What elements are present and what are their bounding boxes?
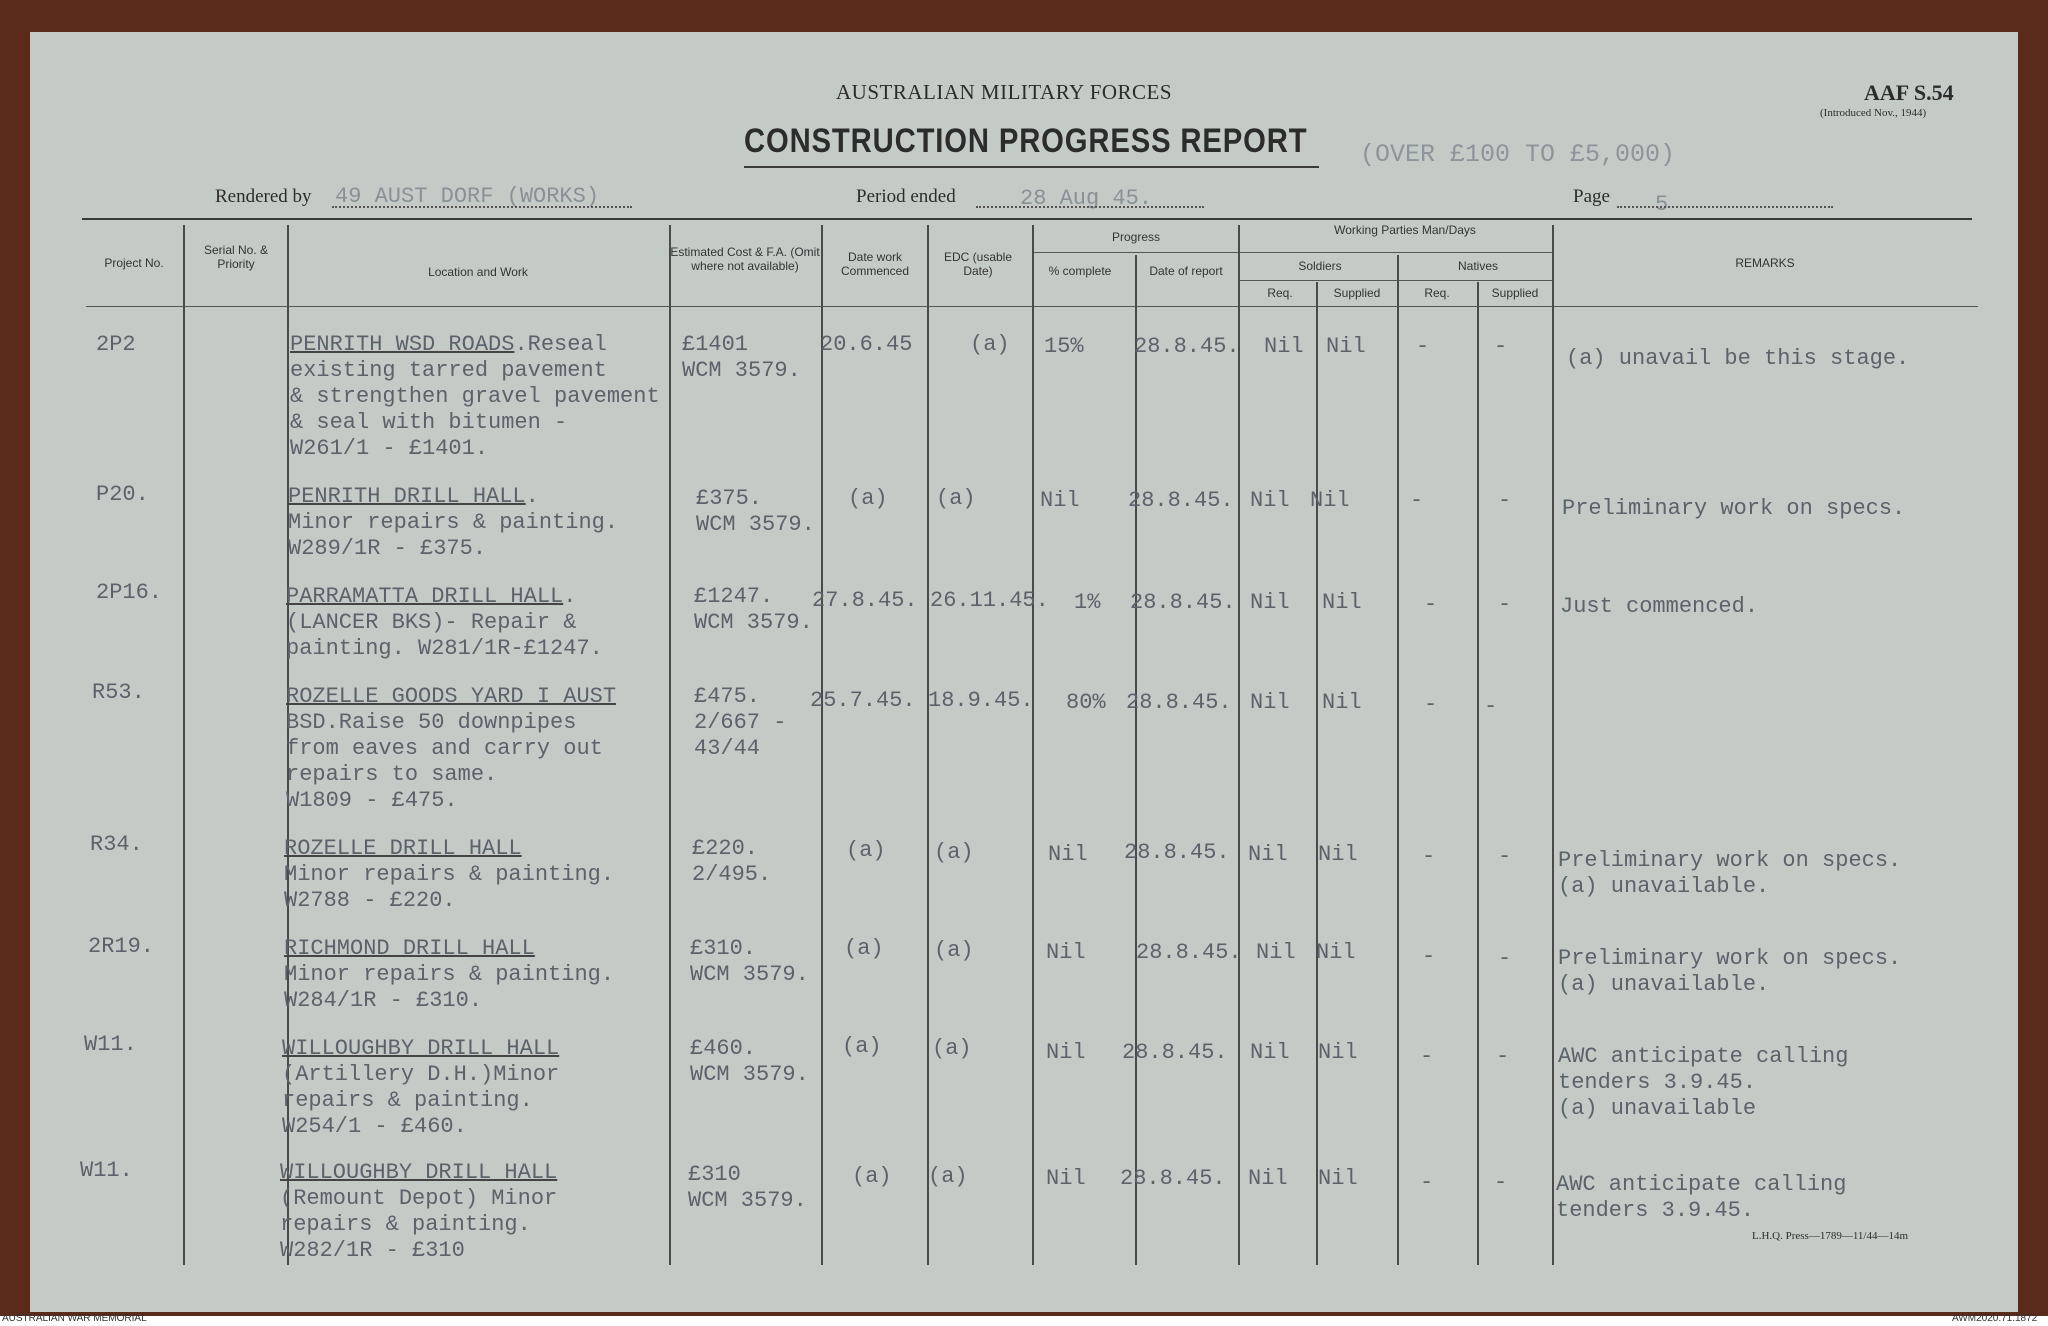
title-underline (744, 166, 1319, 168)
col-header-natives-req: Req. (1424, 286, 1450, 300)
edc-date: (a) (932, 1036, 972, 1061)
natives-required: - (1420, 1170, 1434, 1195)
project-number: W11. (84, 1032, 137, 1057)
location-title: ROZELLE DRILL HALL (284, 836, 522, 861)
project-number: P20. (96, 482, 149, 507)
col-divider-8 (1238, 225, 1240, 1265)
col-divider-11 (1477, 282, 1479, 1265)
date-commenced: (a) (848, 486, 888, 511)
report-date: 28.8.45. (1134, 334, 1240, 359)
rendered-by-value: 49 AUST DORF (WORKS) (335, 184, 600, 209)
print-code: L.H.Q. Press—1789—11/44—14m (1752, 1230, 1909, 1242)
location-work (284, 836, 614, 914)
edc-date: (a) (928, 1164, 968, 1189)
col-header-est-cost: Estimated Cost & F.A. (Omit where not available) (670, 245, 820, 273)
location-title: WILLOUGHBY DRILL HALL (282, 1036, 560, 1061)
location-title: ROZELLE GOODS YARD I AUST (286, 684, 617, 709)
soldiers-supplied: Nil (1316, 940, 1356, 965)
report-date: 28.8.45. (1130, 590, 1236, 615)
edc-date: (a) (934, 840, 974, 865)
col-header-report-date: Date of report (1149, 264, 1223, 278)
soldiers-supplied: Nil (1322, 690, 1362, 715)
period-label: Period ended (856, 186, 956, 207)
soldiers-supplied: Nil (1322, 590, 1362, 615)
edc-date: (a) (934, 938, 974, 963)
col-header-serial: Serial No. & Priority (203, 243, 269, 271)
remarks: Just commenced. (1560, 594, 1759, 619)
location-detail: (Remount Depot) Minor repairs & painting. W282/1R - £310 (280, 1186, 558, 1263)
project-number: R53. (92, 680, 145, 705)
page-value: 5 (1655, 192, 1669, 217)
natives-supplied: - (1498, 488, 1512, 513)
table-top-rule (82, 218, 1972, 220)
estimated-cost: £460. WCM 3579. (690, 1036, 809, 1087)
project-number: R34. (90, 832, 143, 857)
location-title: PENRITH DRILL HALL (288, 484, 526, 509)
natives-required: - (1422, 844, 1436, 869)
date-commenced: (a) (846, 838, 886, 863)
natives-supplied: - (1496, 1044, 1510, 1069)
soldiers-supplied: Nil (1310, 488, 1350, 513)
percent-complete: Nil (1048, 842, 1088, 867)
soldiers-required: Nil (1256, 940, 1296, 965)
remarks: Preliminary work on specs. (a) unavailable. (1558, 848, 1902, 899)
remarks: Preliminary work on specs. (a) unavailable. (1558, 946, 1902, 997)
soldiers-required: Nil (1248, 1166, 1288, 1191)
date-commenced: (a) (844, 936, 884, 961)
remarks: Preliminary work on specs. (1562, 496, 1906, 521)
percent-complete: Nil (1046, 1040, 1086, 1065)
location-detail: . (LANCER BKS)- Repair & painting. W281/1R-£1247. (286, 584, 603, 661)
soldiers-supplied: Nil (1326, 334, 1366, 359)
natives-supplied: - (1498, 946, 1512, 971)
edc-date: 26.11.45. (930, 588, 1049, 613)
soldiers-required: Nil (1250, 488, 1290, 513)
location-work (282, 1036, 559, 1140)
project-number: 2P16. (96, 580, 163, 605)
soldiers-supplied: Nil (1318, 1166, 1358, 1191)
col-divider-3 (669, 225, 671, 1265)
percent-complete: Nil (1040, 488, 1080, 513)
percent-complete: Nil (1046, 1166, 1086, 1191)
date-commenced: 27.8.45. (812, 588, 918, 613)
location-detail: (Artillery D.H.)Minor repairs & painting. W254/1 - £460. (282, 1062, 560, 1139)
remarks: (a) unavail be this stage. (1566, 346, 1910, 371)
col-header-edc: EDC (usable Date) (943, 250, 1013, 278)
soldiers-required: Nil (1250, 590, 1290, 615)
edc-date: (a) (970, 332, 1010, 357)
percent-complete: Nil (1046, 940, 1086, 965)
location-title: PENRITH WSD ROADS (290, 332, 515, 357)
col-header-remarks: REMARKS (1735, 256, 1795, 270)
remarks: AWC anticipate calling tenders 3.9.45. (1556, 1172, 1847, 1223)
location-work (286, 684, 616, 814)
date-commenced: (a) (842, 1034, 882, 1059)
soldiers-supplied: Nil (1318, 842, 1358, 867)
report-date: 28.8.45. (1120, 1166, 1226, 1191)
location-title: RICHMOND DRILL HALL (284, 936, 535, 961)
col-header-commenced: Date work Commenced (840, 250, 910, 278)
location-detail: . Minor repairs & painting. W289/1R - £375. (288, 484, 619, 561)
col-header-soldiers-supplied: Supplied (1333, 286, 1381, 300)
col-header-pct: % complete (1048, 264, 1112, 278)
location-work (288, 484, 618, 562)
col-divider-10 (1397, 255, 1399, 1265)
location-work (290, 332, 660, 462)
estimated-cost: £220. 2/495. (692, 836, 772, 887)
natives-required: - (1416, 334, 1430, 359)
estimated-cost: £310 WCM 3579. (688, 1162, 807, 1213)
period-value: 28 Aug 45. (1020, 186, 1153, 211)
percent-complete: 15% (1044, 334, 1084, 359)
col-header-natives-supplied: Supplied (1491, 286, 1539, 300)
location-title: WILLOUGHBY DRILL HALL (280, 1160, 558, 1185)
edc-date: (a) (936, 486, 976, 511)
date-commenced: 25.7.45. (810, 688, 916, 713)
value-range: (OVER £100 TO £5,000) (1360, 140, 1676, 169)
edc-date: 18.9.45. (928, 688, 1034, 713)
report-date: 28.8.45. (1136, 940, 1242, 965)
location-detail: Minor repairs & painting. W2788 - £220. (284, 862, 615, 913)
location-work (286, 584, 603, 662)
estimated-cost: £375. WCM 3579. (696, 486, 815, 537)
col-divider-6 (1032, 225, 1034, 1265)
form-introduced: (Introduced Nov., 1944) (1820, 107, 1927, 119)
natives-supplied: - (1484, 694, 1498, 719)
archive-accession: AWM2020.71.1872 (1952, 1313, 2038, 1324)
natives-supplied: - (1498, 592, 1512, 617)
natives-required: - (1424, 692, 1438, 717)
page-dots (1617, 206, 1833, 208)
soldiers-supplied: Nil (1318, 1040, 1358, 1065)
report-date: 28.8.45. (1122, 1040, 1228, 1065)
rendered-by-label: Rendered by (215, 186, 312, 207)
natives-supplied: - (1494, 1170, 1508, 1195)
soldiers-required: Nil (1250, 1040, 1290, 1065)
col-divider-7 (1135, 255, 1137, 1265)
working-parties-subrule (1240, 252, 1552, 253)
estimated-cost: £1401 WCM 3579. (682, 332, 801, 383)
archive-credit: AUSTRALIAN WAR MEMORIAL (2, 1313, 147, 1324)
natives-supplied: - (1494, 334, 1508, 359)
report-title: CONSTRUCTION PROGRESS REPORT (744, 122, 1308, 160)
col-header-project: Project No. (104, 256, 164, 270)
location-title: PARRAMATTA DRILL HALL (286, 584, 564, 609)
col-divider-1 (183, 225, 185, 1265)
location-detail: Minor repairs & painting. W284/1R - £310. (284, 962, 615, 1013)
date-commenced: (a) (852, 1164, 892, 1189)
col-header-natives: Natives (1457, 259, 1498, 273)
project-number: 2R19. (88, 934, 155, 959)
col-divider-9 (1316, 282, 1318, 1265)
percent-complete: 1% (1074, 590, 1101, 615)
progress-subrule (1032, 252, 1238, 253)
estimated-cost: £1247. WCM 3579. (694, 584, 813, 635)
location-work (280, 1160, 557, 1264)
col-divider-12 (1552, 225, 1554, 1265)
natives-supplied: - (1498, 844, 1512, 869)
natives-required: - (1420, 1044, 1434, 1069)
report-date: 28.8.45. (1126, 690, 1232, 715)
natives-required: - (1422, 944, 1436, 969)
soldiers-required: Nil (1264, 334, 1304, 359)
report-date: 28.8.45. (1124, 840, 1230, 865)
form-code: AAF S.54 (1864, 80, 1954, 105)
soldiers-required: Nil (1248, 842, 1288, 867)
location-detail: .Reseal existing tarred pavement & strengthen gravel pavement & seal with bitumen - W261/1 - £1401. (290, 332, 660, 461)
period-dots (976, 206, 1204, 208)
col-header-soldiers: Soldiers (1298, 259, 1342, 273)
col-header-location: Location and Work (428, 265, 528, 279)
project-number: 2P2 (96, 332, 136, 357)
remarks: AWC anticipate calling tenders 3.9.45. (a) unavailable (1558, 1044, 1849, 1121)
col-header-working-parties: Working Parties Man/Days (1334, 223, 1476, 237)
natives-required: - (1410, 488, 1424, 513)
date-commenced: 20.6.45 (820, 332, 913, 357)
report-date: 28.8.45. (1128, 488, 1234, 513)
col-divider-5 (927, 225, 929, 1265)
soldiers-required: Nil (1250, 690, 1290, 715)
estimated-cost: £475. 2/667 - 43/44 (694, 684, 787, 761)
location-detail: BSD.Raise 50 downpipes from eaves and carry out repairs to same. W1809 - £475. (286, 710, 603, 813)
natives-required: - (1424, 592, 1438, 617)
rendered-by-dots (332, 206, 632, 208)
soldiers-natives-subrule (1240, 280, 1552, 281)
location-work (284, 936, 614, 1014)
project-number: W11. (80, 1158, 133, 1183)
percent-complete: 80% (1066, 690, 1106, 715)
estimated-cost: £310. WCM 3579. (690, 936, 809, 987)
org-heading: AUSTRALIAN MILITARY FORCES (836, 80, 1173, 104)
col-divider-4 (821, 225, 823, 1265)
col-header-soldiers-req: Req. (1267, 286, 1293, 300)
page-label: Page (1573, 186, 1610, 207)
col-header-progress: Progress (1111, 230, 1161, 244)
